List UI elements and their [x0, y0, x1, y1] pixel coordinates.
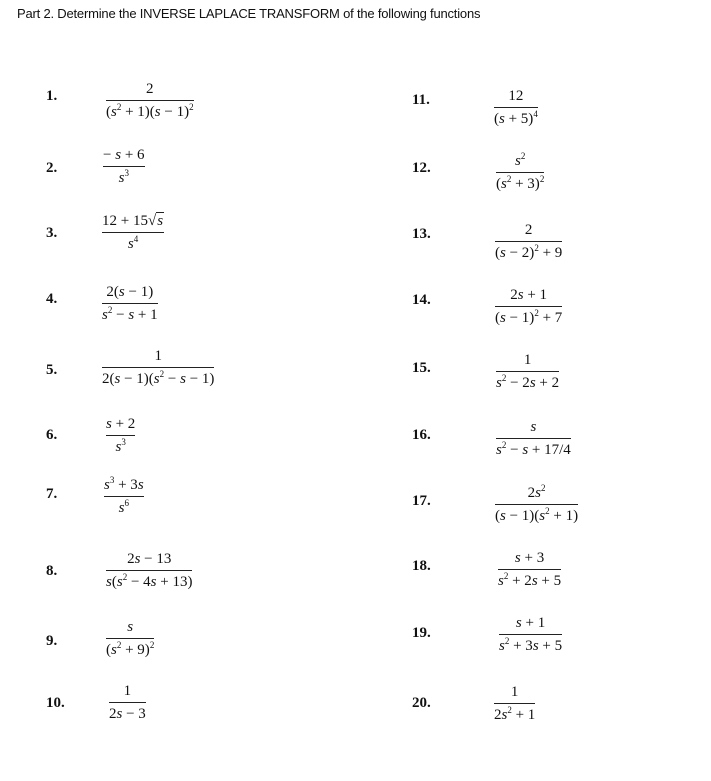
fraction-11: 12 $(s + 5)^4$ [494, 88, 538, 127]
problem-number: 18. [412, 558, 431, 574]
fraction-17: $2s^2$ $(s - 1)(s^2 + 1)$ [495, 483, 579, 524]
fraction-6: s + 2 $s^3$ [106, 416, 136, 455]
problem-number: 12. [412, 160, 431, 176]
fraction-5: 1 $2(s - 1)(s^2 - s - 1)$ [102, 348, 215, 387]
fraction-20: 1 $2s^2 + 1$ [494, 684, 536, 723]
problem-number: 19. [412, 625, 431, 641]
problem-number: 4. [46, 291, 58, 307]
fraction-1: 2 $(s^2 + 1)(s - 1)^2$ [106, 81, 194, 120]
fraction-9: s $(s^2 + 9)^2$ [106, 619, 155, 658]
fraction-15: 1 $s^2 - 2s + 2$ [496, 352, 560, 391]
fraction-3: 12 + 15√s $s^4$ [102, 213, 164, 252]
problem-number: 5. [46, 362, 58, 378]
problem-number: 16. [412, 427, 431, 443]
fraction-19: s + 1 $s^2 + 3s + 5$ [499, 615, 563, 654]
problem-number: 20. [412, 695, 431, 711]
fraction-16: s $s^2 - s + 17/4$ [496, 419, 571, 458]
problem-number: 10. [46, 695, 65, 711]
problem-number: 2. [46, 160, 58, 176]
problem-number: 3. [46, 225, 58, 241]
problem-number: 8. [46, 563, 58, 579]
problem-number: 11. [412, 92, 430, 108]
problem-number: 7. [46, 486, 58, 502]
problem-number: 1. [46, 88, 58, 104]
fraction-13: 2 $(s - 2)^2 + 9$ [495, 222, 563, 261]
page-title: Part 2. Determine the INVERSE LAPLACE TRANSFORM of the following functions [17, 6, 481, 21]
fraction-2: − s + 6 $s^3$ [103, 147, 145, 186]
problem-number: 9. [46, 633, 58, 649]
problem-number: 14. [412, 292, 431, 308]
problem-number: 15. [412, 360, 431, 376]
fraction-7: $s^3 + 3s$ $s^6$ [104, 475, 144, 516]
fraction-14: 2s + 1 $(s - 1)^2 + 7$ [495, 287, 563, 326]
fraction-10: 1 2s − 3 [109, 683, 146, 722]
problem-number: 17. [412, 493, 431, 509]
fraction-8: 2s − 13 $s(s^2 - 4s + 13)$ [106, 551, 193, 590]
fraction-18: s + 3 $s^2 + 2s + 5$ [498, 550, 562, 589]
problem-number: 6. [46, 427, 58, 443]
fraction-4: 2(s − 1) $s^2 - s + 1$ [102, 284, 158, 323]
problem-number: 13. [412, 226, 431, 242]
fraction-12: $s^2$ $(s^2 + 3)^2$ [496, 151, 545, 192]
